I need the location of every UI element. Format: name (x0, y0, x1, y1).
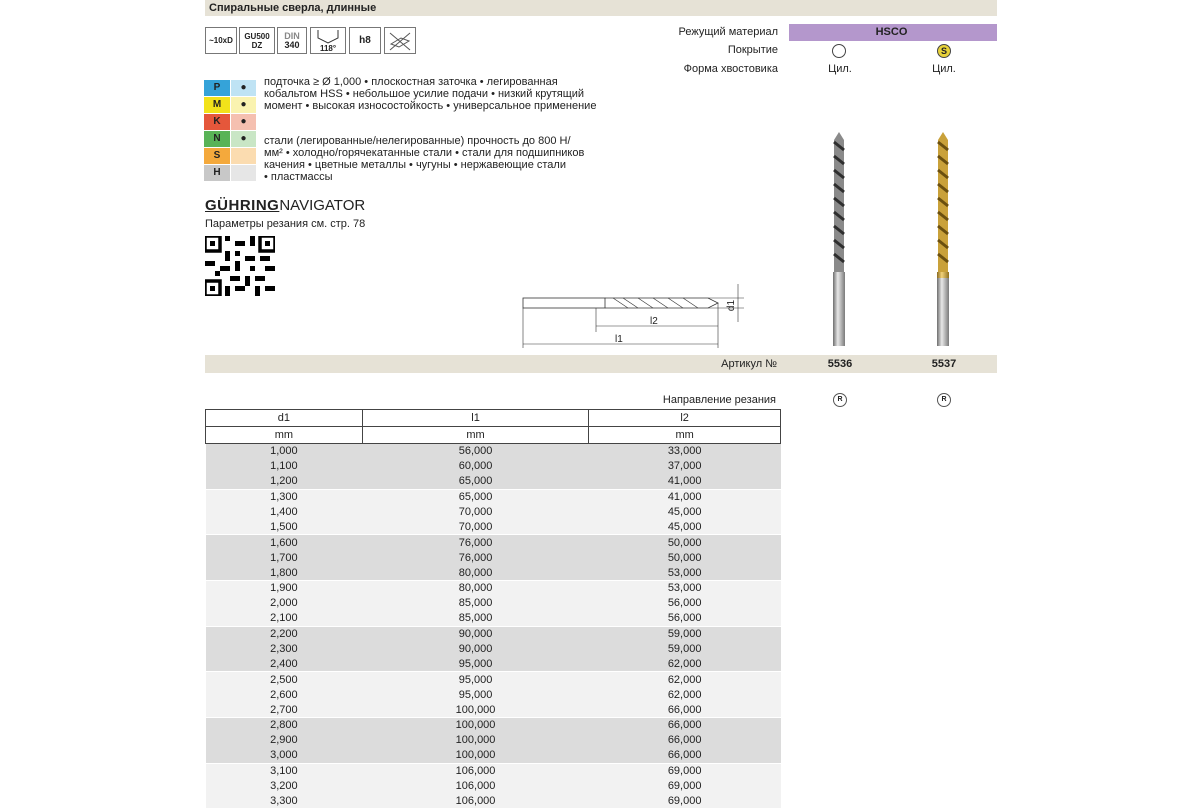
right-hand-icon: R (937, 393, 951, 407)
coolant-icon (384, 27, 416, 54)
material-dot: ● (231, 97, 256, 113)
cell-l1: 65,000 (362, 489, 588, 504)
cell-l1: 85,000 (362, 596, 588, 611)
gu500-badge (239, 27, 275, 54)
column-header-d1: d1 (206, 410, 363, 427)
cell-d1: 1,100 (206, 459, 363, 474)
d1-label: d1 (726, 300, 737, 311)
table-row[interactable] (206, 581, 781, 596)
cell-d1: 2,500 (206, 672, 363, 687)
cell-l1: 95,000 (362, 656, 588, 671)
cell-d1: 3,300 (206, 793, 363, 808)
cell-l2: 45,000 (589, 505, 781, 520)
cell-d1: 2,300 (206, 642, 363, 657)
cell-l2: 45,000 (589, 519, 781, 534)
table-row[interactable] (206, 656, 781, 671)
cell-l2: 41,000 (589, 489, 781, 504)
cell-l1: 100,000 (362, 702, 588, 717)
badge-text: 118° (320, 44, 336, 53)
cell-l2: 62,000 (589, 656, 781, 671)
cell-d1: 2,700 (206, 702, 363, 717)
cell-l2: 66,000 (589, 702, 781, 717)
drill-5537-image (930, 130, 956, 348)
description-line: качения • цветные металлы • чугуны • нержавеющие стали (264, 159, 634, 171)
description-line: кобальтом HSS • небольшое усилие подачи • низкий крутящий (264, 88, 634, 100)
cell-l2: 66,000 (589, 748, 781, 763)
material-row-s (204, 148, 256, 164)
material-row-p (204, 80, 256, 96)
cell-l1: 56,000 (362, 444, 588, 459)
table-units-row (206, 427, 781, 444)
page-title: Спиральные сверла, длинные (205, 0, 997, 16)
material-row-m (204, 97, 256, 113)
uncoated-icon (832, 44, 846, 58)
table-row[interactable] (206, 642, 781, 657)
material-dot (231, 165, 256, 181)
cell-l1: 100,000 (362, 748, 588, 763)
drill-dimension-drawing (518, 282, 750, 350)
table-row[interactable] (206, 519, 781, 534)
badge-text: GU500 (244, 32, 269, 41)
cell-d1: 3,100 (206, 763, 363, 778)
cell-l1: 76,000 (362, 550, 588, 565)
column-unit: mm (589, 427, 781, 444)
material-letter: S (204, 148, 230, 164)
table-row[interactable] (206, 459, 781, 474)
table-body (206, 444, 781, 808)
cell-d1: 1,000 (206, 444, 363, 459)
table-header-row (206, 410, 781, 427)
cell-l2: 59,000 (589, 626, 781, 641)
table-row[interactable] (206, 489, 781, 504)
cell-l2: 50,000 (589, 535, 781, 550)
table-row[interactable] (206, 793, 781, 808)
no-coolant-icon (387, 30, 413, 52)
features-description (264, 76, 634, 112)
cell-d1: 1,300 (206, 489, 363, 504)
table-row[interactable] (206, 672, 781, 687)
cell-l1: 95,000 (362, 687, 588, 702)
table-row[interactable] (206, 779, 781, 794)
guhring-navigator-logo (205, 197, 365, 214)
cell-d1: 2,400 (206, 656, 363, 671)
shank-label: Форма хвостовика (684, 63, 778, 75)
cutting-params-note[interactable]: Параметры резания см. стр. 78 (205, 218, 365, 230)
material-row-h (204, 165, 256, 181)
cell-l2: 62,000 (589, 687, 781, 702)
cutting-direction-label: Направление резания (600, 394, 776, 406)
material-letter: P (204, 80, 230, 96)
cell-d1: 1,700 (206, 550, 363, 565)
cell-l2: 69,000 (589, 793, 781, 808)
cell-l1: 60,000 (362, 459, 588, 474)
column-header-l1: l1 (362, 410, 588, 427)
table-row[interactable] (206, 550, 781, 565)
length-ratio-badge (205, 27, 237, 54)
cell-d1: 2,600 (206, 687, 363, 702)
table-row[interactable] (206, 748, 781, 763)
application-description (264, 135, 634, 183)
brand-bold: GÜHRING (205, 197, 279, 214)
material-dot: ● (231, 131, 256, 147)
description-line: • пластмассы (264, 171, 634, 183)
table-row[interactable] (206, 444, 781, 459)
cell-l2: 62,000 (589, 672, 781, 687)
qr-code[interactable] (205, 236, 275, 296)
cell-d1: 2,900 (206, 733, 363, 748)
article-bar (205, 355, 997, 373)
material-dot: ● (231, 114, 256, 130)
l2-label: l2 (650, 316, 658, 327)
table-row[interactable] (206, 718, 781, 733)
table-row[interactable] (206, 702, 781, 717)
badge-text: h8 (359, 36, 371, 45)
din-badge (277, 27, 307, 54)
cell-l1: 76,000 (362, 535, 588, 550)
table-row[interactable] (206, 763, 781, 778)
shank-5536: Цил. (790, 63, 890, 75)
cell-d1: 1,800 (206, 565, 363, 580)
description-line: мм² • холодно/горячекатанные стали • стали для подшипников (264, 147, 634, 159)
brand-rest: NAVIGATOR (279, 197, 365, 214)
cell-l1: 90,000 (362, 642, 588, 657)
column-unit: mm (206, 427, 363, 444)
right-hand-icon: R (833, 393, 847, 407)
material-letter: N (204, 131, 230, 147)
cell-l1: 85,000 (362, 611, 588, 626)
cell-d1: 3,200 (206, 779, 363, 794)
material-row-n (204, 131, 256, 147)
tolerance-badge (349, 27, 381, 54)
cell-l2: 66,000 (589, 718, 781, 733)
cell-l1: 95,000 (362, 672, 588, 687)
cell-d1: 2,200 (206, 626, 363, 641)
cell-l1: 100,000 (362, 718, 588, 733)
material-letter: M (204, 97, 230, 113)
badge-text: DZ (252, 41, 263, 50)
cell-l1: 106,000 (362, 793, 588, 808)
cell-l1: 70,000 (362, 505, 588, 520)
table-row[interactable] (206, 626, 781, 641)
material-dot (231, 148, 256, 164)
cell-l2: 50,000 (589, 550, 781, 565)
l1-label: l1 (615, 334, 623, 345)
cutting-material-label: Режущий материал (679, 26, 779, 38)
cell-l1: 70,000 (362, 519, 588, 534)
description-line: стали (легированные/нелегированные) прочность до 800 Н/ (264, 135, 634, 147)
cell-l1: 90,000 (362, 626, 588, 641)
cell-l2: 66,000 (589, 733, 781, 748)
cell-l1: 65,000 (362, 474, 588, 489)
material-row-k (204, 114, 256, 130)
article-label: Артикул № (205, 355, 777, 373)
table-row[interactable] (206, 535, 781, 550)
table-row[interactable] (206, 596, 781, 611)
cell-l2: 56,000 (589, 611, 781, 626)
cell-d1: 1,900 (206, 581, 363, 596)
point-angle-badge (310, 27, 346, 54)
cell-l2: 59,000 (589, 642, 781, 657)
material-letter: H (204, 165, 230, 181)
point-angle-icon (317, 30, 339, 44)
badge-text: DIN (284, 32, 300, 41)
cell-d1: 2,100 (206, 611, 363, 626)
cell-d1: 1,200 (206, 474, 363, 489)
table-row[interactable] (206, 505, 781, 520)
dimensions-table (205, 409, 781, 808)
table-row[interactable] (206, 565, 781, 580)
column-header-l2: l2 (589, 410, 781, 427)
cell-l2: 41,000 (589, 474, 781, 489)
description-line: подточка ≥ Ø 1,000 • плоскостная заточка • легированная (264, 76, 634, 88)
coating-tin-icon: S (937, 44, 951, 58)
cell-d1: 2,800 (206, 718, 363, 733)
article-5537[interactable]: 5537 (894, 355, 994, 373)
cell-l1: 80,000 (362, 565, 588, 580)
badge-text: ~10xD (209, 36, 233, 45)
drill-5536-image (826, 130, 852, 348)
cell-l2: 53,000 (589, 565, 781, 580)
cell-l2: 37,000 (589, 459, 781, 474)
article-5536[interactable]: 5536 (790, 355, 890, 373)
table-row[interactable] (206, 474, 781, 489)
cell-l2: 53,000 (589, 581, 781, 596)
cell-d1: 1,600 (206, 535, 363, 550)
cell-d1: 1,500 (206, 519, 363, 534)
cell-l2: 69,000 (589, 763, 781, 778)
cell-l1: 106,000 (362, 779, 588, 794)
badge-text: 340 (284, 41, 299, 50)
table-row[interactable] (206, 687, 781, 702)
material-dot: ● (231, 80, 256, 96)
table-row[interactable] (206, 733, 781, 748)
table-row[interactable] (206, 611, 781, 626)
column-unit: mm (362, 427, 588, 444)
cell-d1: 2,000 (206, 596, 363, 611)
material-letter: K (204, 114, 230, 130)
cell-l2: 56,000 (589, 596, 781, 611)
cutting-material-value: HSCO (789, 24, 994, 41)
cell-l2: 69,000 (589, 779, 781, 794)
coating-label: Покрытие (728, 44, 778, 56)
shank-5537: Цил. (894, 63, 994, 75)
description-line: момент • высокая износостойкость • универсальное применение (264, 100, 634, 112)
cell-l1: 80,000 (362, 581, 588, 596)
cell-d1: 1,400 (206, 505, 363, 520)
cell-l2: 33,000 (589, 444, 781, 459)
cell-l1: 100,000 (362, 733, 588, 748)
cell-d1: 3,000 (206, 748, 363, 763)
cell-l1: 106,000 (362, 763, 588, 778)
